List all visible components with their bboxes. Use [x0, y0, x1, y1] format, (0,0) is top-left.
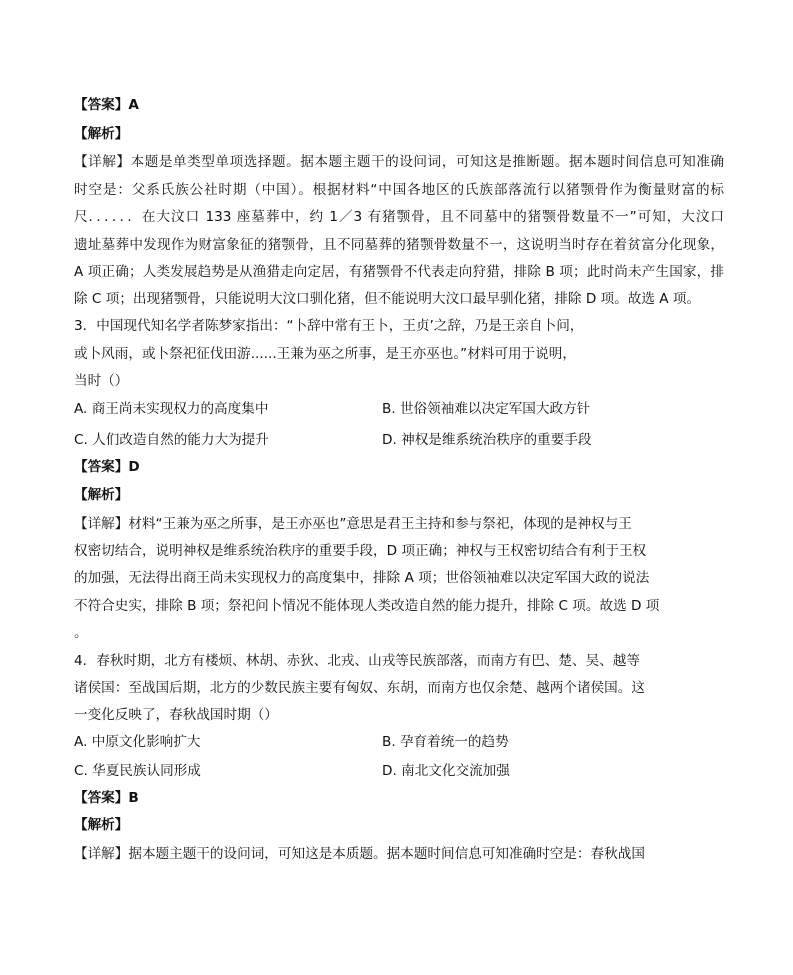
q2-detail-line: 尺．．．．．．在大汶口 133 座墓葬中，约 1／3 有猪颚骨，且不同墓中的猪颚骨数量不一”可知，大汶口	[74, 209, 724, 225]
q3-option-c: C. 人们改造自然的能力大为提升	[74, 432, 269, 448]
q3-stem-line: 3．中国现代知名学者陈梦家指出：“卜辞中常有王卜，王贞’之辞，乃是王亲自卜问，	[74, 318, 584, 334]
q3-option-d: D. 神权是维系统治秩序的重要手段	[382, 432, 592, 448]
q4-detail-line: 【详解】据本题主题干的设问词，可知这是本质题。据本题时间信息可知准确时空是：春秋战国	[74, 846, 645, 862]
q3-option-b: B. 世俗领袖难以决定军国大政方针	[382, 401, 591, 417]
q4-stem-line: 一变化反映了，春秋战国时期（）	[74, 707, 278, 723]
q3-analysis-heading: 【解析】	[74, 487, 129, 503]
q3-detail-line: 不符合史实，排除 B 项；祭祀问卜情况不能体现人类改造自然的能力提升，排除 C 项。故选 D 项	[74, 598, 660, 614]
q2-detail-line: 【详解】本题是单类型单项选择题。据本题主题干的设问词，可知这是推断题。据本题时间信息可知准确	[74, 154, 724, 170]
q2-detail-line: 除 C 项；出现猪颚骨，只能说明大汶口驯化猪，但不能说明大汶口最早驯化猪，排除 D 项。故选 A 项。	[74, 291, 701, 307]
q3-option-a: A. 商王尚未实现权力的高度集中	[74, 401, 269, 417]
q3-detail-line: 的加强，无法得出商王尚未实现权力的高度集中，排除 A 项；世俗领袖难以决定军国大政的说法	[74, 570, 650, 586]
q2-answer: 【答案】A	[74, 97, 139, 113]
q3-detail-line: 。	[74, 625, 88, 641]
q4-option-d: D. 南北文化交流加强	[382, 763, 510, 779]
q2-detail-line: 时空是：父系氏族公社时期（中国）。根据材料“中国各地区的氏族部落流行以猪颚骨作为衡量财富的标	[74, 182, 724, 198]
q4-option-b: B. 孕育着统一的趋势	[382, 734, 509, 750]
q4-option-a: A. 中原文化影响扩大	[74, 734, 201, 750]
q3-stem-line: 或卜风雨，或卜祭祀征伐田游......王兼为巫之所事，是王亦巫也。”材料可用于说明，	[74, 346, 576, 362]
q4-option-c: C. 华夏民族认同形成	[74, 763, 201, 779]
q3-answer: 【答案】D	[74, 459, 140, 475]
q3-stem-line: 当时（）	[74, 373, 129, 389]
q2-detail-line: A 项正确；人类发展趋势是从渔猎走向定居，有猪颚骨不代表走向狩猎，排除 B 项；此时尚未产生国家，排	[74, 264, 724, 280]
q3-detail-line: 【详解】材料“王兼为巫之所事，是王亦巫也”意思是君王主持和参与祭祀，体现的是神权与王	[74, 516, 632, 532]
q3-detail-line: 权密切结合，说明神权是维系统治秩序的重要手段，D 项正确；神权与王权密切结合有利于王权	[74, 543, 647, 559]
q4-stem-line: 4．春秋时期，北方有楼烦、林胡、赤狄、北戎、山戎等民族部落，而南方有巴、楚、吴、越等	[74, 653, 640, 669]
q4-stem-line: 诸侯国：至战国后期，北方的少数民族主要有匈奴、东胡，而南方也仅余楚、越两个诸侯国。这	[74, 680, 645, 696]
q4-analysis-heading: 【解析】	[74, 817, 129, 833]
q4-answer: 【答案】B	[74, 790, 139, 806]
q2-detail-line: 遗址墓葬中发现作为财富象征的猪颚骨，且不同墓葬的猪颚骨数量不一，这说明当时存在着贫富分化现象，	[74, 237, 724, 253]
q2-analysis-heading: 【解析】	[74, 126, 129, 142]
